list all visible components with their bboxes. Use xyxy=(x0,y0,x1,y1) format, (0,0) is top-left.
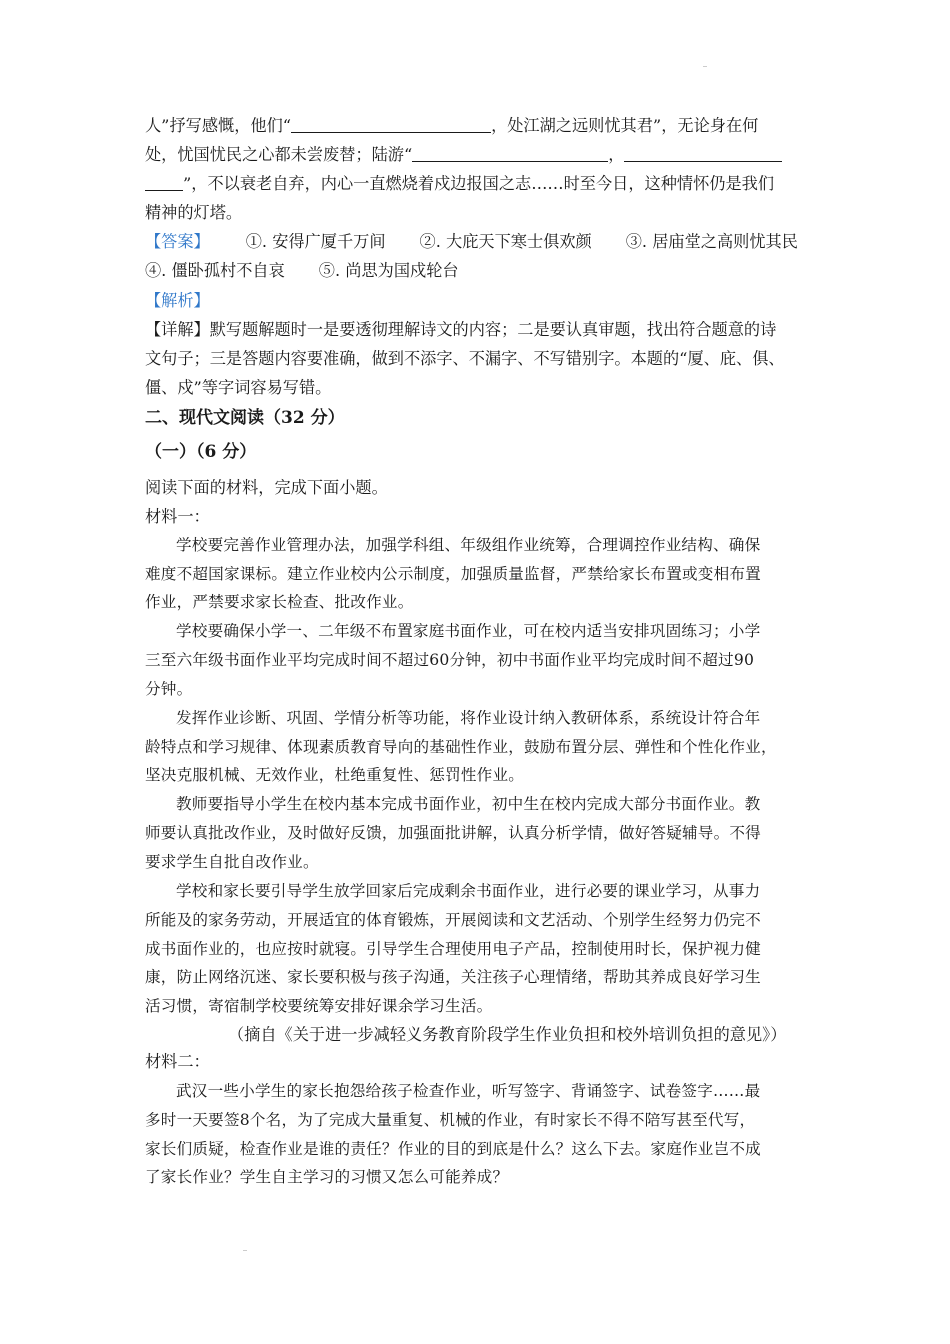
material-label: 材料一： xyxy=(145,507,210,526)
material-1-line: 成书面作业的，也应按时就寝。引导学生合理使用电子产品，控制使用时长，保护视力健 xyxy=(145,940,761,958)
material-1-line: 康，防止网络沉迷、家长要积极与孩子沟通，关注孩子心理情绪，帮助其养成良好学习生 xyxy=(145,968,761,986)
fill-in-line-1: 人”抒写感慨，他们“ ，处江湖之远则忧其君”，无论身在何 xyxy=(145,116,759,135)
answer-item: ①. 安得广厦千万间 xyxy=(245,232,386,251)
answer-label: 【答案】 xyxy=(145,232,210,251)
material-1-line: 分钟。 xyxy=(145,680,193,698)
fill-in-line-2: 处，忧国忧民之心都未尝废替；陆游“ ， xyxy=(145,144,810,166)
scan-speck xyxy=(703,66,707,67)
material-1-line: 教师要指导小学生在校内基本完成书面作业，初中生在校内完成大部分书面作业。教 xyxy=(176,795,761,813)
material-1-line: 学校要确保小学一、二年级不布置家庭书面作业，可在校内适当安排巩固练习；小学 xyxy=(176,622,761,640)
fill-in-line-3: ”，不以衰老自弃，内心一直燃烧着戍边报国之志……时至今日，这种情怀仍是我们 xyxy=(145,173,810,195)
answer-item: ⑤. 尚思为国戍轮台 xyxy=(318,261,459,280)
material-1-line: 学校要完善作业管理办法，加强学科组、年级组作业统筹，合理调控作业结构、确保 xyxy=(176,536,761,554)
subsection-heading: （一）（6 分） xyxy=(145,442,257,462)
material-source: （摘自《关于进一步减轻义务教育阶段学生作业负担和校外培训负担的意见》） xyxy=(228,1025,787,1044)
material-1-line: 难度不超国家课标。建立作业校内公示制度，加强质量监督，严禁给家长布置或变相布置 xyxy=(145,565,761,583)
material-1-line: 师要认真批改作业，及时做好反馈，加强面批讲解，认真分析学情，做好答疑辅导。不得 xyxy=(145,824,761,842)
material-1-line: 学校和家长要引导学生放学回家后完成剩余书面作业，进行必要的课业学习，从事力 xyxy=(176,882,761,900)
material-2-line: 了家长作业？学生自主学习的习惯又怎么可能养成？ xyxy=(145,1168,509,1186)
blank-2[interactable] xyxy=(412,145,608,162)
material-1-line: 坚决克服机械、无效作业，杜绝重复性、惩罚性作业。 xyxy=(145,766,525,784)
answer-row-2 xyxy=(145,260,810,282)
material-1-line: 三至六年级书面作业平均完成时间不超过60分钟，初中书面作业平均完成时间不超过90 xyxy=(145,651,755,669)
material-2-line: 武汉一些小学生的家长抱怨给孩子检查作业，听写签字、背诵签字、试卷签字……最 xyxy=(176,1082,761,1100)
answer-item: ②. 大庇天下寒士俱欢颜 xyxy=(419,232,592,251)
answer-item: ④. 僵卧孤村不自哀 xyxy=(145,261,285,280)
blank-3-cont[interactable] xyxy=(145,174,183,191)
blank-1[interactable] xyxy=(291,116,491,133)
answer-row-1 xyxy=(145,231,810,253)
material-1-line: 作业，严禁要求家长检查、批改作业。 xyxy=(145,593,414,611)
material-1-line: 发挥作业诊断、巩固、学情分析等功能，将作业设计纳入教研体系，系统设计符合年 xyxy=(176,709,761,727)
analysis-label: 【解析】 xyxy=(145,291,210,310)
analysis-text: 僵、戍”等字词容易写错。 xyxy=(145,378,332,397)
analysis-text: 【详解】默写题解题时一是要透彻理解诗文的内容；二是要认真审题，找出符合题意的诗 xyxy=(145,320,777,339)
material-1-line: 要求学生自批自改作业。 xyxy=(145,853,319,871)
fill-in-line-4: 精神的灯塔。 xyxy=(145,203,243,222)
material-1-line: 活习惯，寄宿制学校要统筹安排好课余学习生活。 xyxy=(145,997,493,1015)
instruction: 阅读下面的材料，完成下面小题。 xyxy=(145,478,388,497)
material-2-line: 家长们质疑，检查作业是谁的责任？作业的目的到底是什么？这么下去。家庭作业岂不成 xyxy=(145,1140,761,1158)
material-2-line: 多时一天要签8个名，为了完成大量重复、机械的作业，有时家长不得不陪写甚至代写， xyxy=(145,1111,756,1129)
answer-item: ③. 居庙堂之高则忧其民 xyxy=(625,232,798,251)
analysis-text: 文句子；三是答题内容要准确，做到不添字、不漏字、不写错别字。本题的“厦、庇、俱、 xyxy=(145,349,785,368)
material-1-line: 龄特点和学习规律、体现素质教育导向的基础性作业，鼓励布置分层、弹性和个性化作业， xyxy=(145,738,777,756)
blank-3[interactable] xyxy=(624,145,782,162)
section-heading: 二、现代文阅读（32 分） xyxy=(145,408,345,428)
material-1-line: 所能及的家务劳动，开展适宜的体育锻炼，开展阅读和文艺活动、个别学生经努力仍完不 xyxy=(145,911,761,929)
scan-speck xyxy=(243,1250,247,1251)
material-label: 材料二： xyxy=(145,1052,210,1071)
